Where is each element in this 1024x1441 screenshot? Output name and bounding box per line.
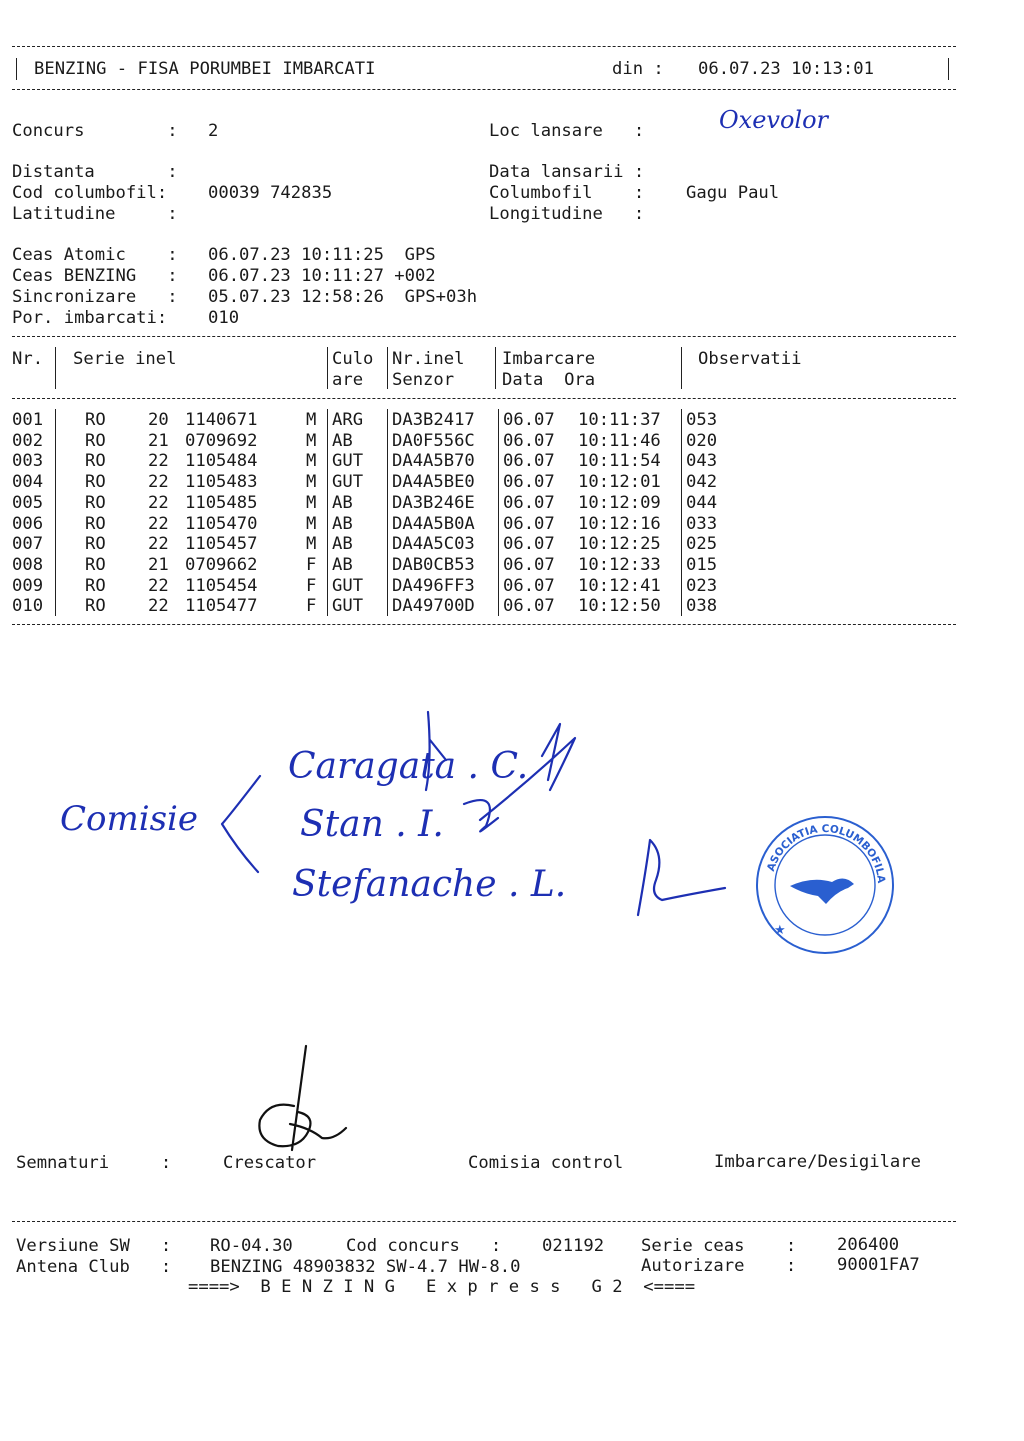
serie-ceas-value: 206400	[837, 1235, 900, 1255]
cell-observatii: 042	[686, 472, 718, 493]
cell-sex: M	[306, 451, 317, 472]
cell-data: 06.07	[503, 430, 555, 451]
concurs-value: 2	[208, 121, 219, 141]
cell-inel: 1105454	[185, 575, 258, 596]
svg-text:ASOCIATIA COLUMBOFILA: ASOCIATIA COLUMBOFILA	[764, 822, 888, 884]
cell-culoare: AB	[332, 430, 353, 451]
cell-nr: 010	[12, 596, 44, 617]
cell-data: 06.07	[503, 534, 555, 555]
member-name-3: Stefanache . L.	[292, 864, 567, 905]
data-lansarii-label: Data lansarii :	[489, 162, 645, 182]
cell-inel: 0709662	[185, 554, 258, 575]
cell-senzor: DA0F556C	[392, 430, 475, 451]
cell-inel: 1140671	[185, 410, 258, 430]
signature-scribble-2	[638, 840, 725, 915]
latitudine-label: Latitudine :	[12, 204, 178, 224]
col-header-observatii: Observatii	[698, 349, 802, 369]
cell-senzor: DA3B246E	[392, 492, 475, 513]
cell-nr: 002	[12, 430, 44, 451]
cell-an: 22	[148, 451, 169, 472]
cell-inel: 1105457	[185, 534, 258, 555]
cell-tara: RO	[85, 596, 106, 617]
cell-observatii: 033	[686, 513, 718, 534]
cell-nr: 005	[12, 492, 44, 513]
cell-an: 22	[148, 596, 169, 617]
cell-senzor: DA49700D	[392, 596, 475, 617]
member-name-1: Caragata . C.	[288, 746, 529, 787]
col-header-imbarcare: Imbarcare	[502, 349, 596, 369]
cell-tara: RO	[85, 430, 106, 451]
col-header-culoare: Culo	[332, 349, 374, 369]
cell-data: 06.07	[503, 492, 555, 513]
col-header-culoare-2: are	[332, 370, 364, 390]
semnaturi-label: Semnaturi :	[16, 1153, 172, 1173]
col-header-serie: Serie inel	[73, 349, 177, 369]
cod-columbofil-value: 00039 742835	[208, 183, 333, 203]
header-bottom-rule	[12, 89, 956, 90]
cell-an: 22	[148, 575, 169, 596]
body-sep-5	[681, 409, 682, 616]
cell-inel: 1105470	[185, 513, 258, 534]
cell-ora: 10:12:50	[578, 596, 661, 617]
header-sep-2	[327, 347, 328, 389]
cell-sex: F	[306, 596, 317, 617]
cell-an: 22	[148, 492, 169, 513]
autorizare-value: 90001FA7	[837, 1255, 920, 1275]
cod-concurs-label: Cod concurs :	[346, 1236, 502, 1256]
cell-data: 06.07	[503, 575, 555, 596]
cell-sex: M	[306, 430, 317, 451]
loc-lansare-label: Loc lansare :	[489, 121, 645, 141]
por-imbarcati-value: 010	[208, 308, 240, 328]
cell-culoare: GUT	[332, 451, 364, 472]
pigeon-icon	[790, 878, 854, 904]
cell-ora: 10:12:41	[578, 575, 661, 596]
cell-observatii: 023	[686, 575, 718, 596]
table-bottom-rule	[12, 624, 956, 625]
antena-club-label: Antena Club :	[16, 1257, 172, 1277]
cell-culoare: AB	[332, 492, 353, 513]
benzing-express-banner: ====> B E N Z I N G E x p r e s s G 2 <====	[188, 1277, 696, 1297]
cell-sex: M	[306, 492, 317, 513]
ceas-benzing-value: 06.07.23 10:11:27 +002	[208, 266, 436, 286]
crescator-signature	[250, 1040, 360, 1160]
header-top-rule	[12, 46, 956, 47]
ceas-atomic-label: Ceas Atomic :	[12, 245, 178, 265]
cell-nr: 008	[12, 554, 44, 575]
col-header-nrinel: Nr.inel	[392, 349, 465, 369]
cell-nr: 003	[12, 451, 44, 472]
cell-senzor: DA3B2417	[392, 410, 475, 430]
longitudine-label: Longitudine :	[489, 204, 645, 224]
cell-observatii: 025	[686, 534, 718, 555]
bracket-mark	[222, 776, 260, 872]
cell-data: 06.07	[503, 554, 555, 575]
cell-nr: 001	[12, 410, 44, 430]
header-left-bar	[16, 58, 17, 80]
por-imbarcati-label: Por. imbarcati:	[12, 308, 168, 328]
cell-culoare: AB	[332, 534, 353, 555]
stamp-star-icon: ★	[774, 923, 786, 938]
cell-nr: 006	[12, 513, 44, 534]
cell-observatii: 043	[686, 451, 718, 472]
body-sep-2	[327, 409, 328, 616]
columbofil-value: Gagu Paul	[686, 183, 780, 203]
table-header-rule	[12, 398, 956, 399]
cell-observatii: 053	[686, 410, 718, 430]
header-sep-5	[681, 347, 682, 389]
cell-data: 06.07	[503, 513, 555, 534]
cell-senzor: DA496FF3	[392, 575, 475, 596]
cell-observatii: 038	[686, 596, 718, 617]
col-header-nr: Nr.	[12, 349, 44, 369]
cell-an: 22	[148, 513, 169, 534]
col-header-data-ora: Data Ora	[502, 370, 596, 390]
serie-ceas-label: Serie ceas :	[641, 1236, 797, 1256]
cell-culoare: AB	[332, 554, 353, 575]
header-sep-3	[387, 347, 388, 389]
cell-culoare: GUT	[332, 596, 364, 617]
cell-an: 20	[148, 410, 169, 430]
body-sep-1	[55, 409, 56, 616]
cell-culoare: GUT	[332, 472, 364, 493]
cell-ora: 10:12:25	[578, 534, 661, 555]
cell-observatii: 020	[686, 430, 718, 451]
antena-club-value: BENZING 48903832 SW-4.7 HW-8.0	[210, 1257, 521, 1277]
cell-data: 06.07	[503, 472, 555, 493]
cell-tara: RO	[85, 534, 106, 555]
cell-ora: 10:12:33	[578, 554, 661, 575]
autorizare-label: Autorizare :	[641, 1256, 797, 1276]
cell-sex: M	[306, 410, 317, 430]
comisie-handwritten: Comisie	[60, 799, 199, 839]
columbofil-label: Columbofil :	[489, 183, 645, 203]
cell-ora: 10:11:37	[578, 410, 661, 430]
cell-sex: M	[306, 513, 317, 534]
ceas-benzing-label: Ceas BENZING :	[12, 266, 178, 286]
print-date-label: din :	[612, 59, 664, 79]
cell-sex: F	[306, 575, 317, 596]
cell-an: 22	[148, 472, 169, 493]
cell-ora: 10:12:16	[578, 513, 661, 534]
cell-data: 06.07	[503, 596, 555, 617]
col-header-senzor: Senzor	[392, 370, 455, 390]
cell-data: 06.07	[503, 410, 555, 430]
header-sep-1	[55, 347, 56, 389]
crescator-label: Crescator	[223, 1153, 317, 1173]
cell-tara: RO	[85, 451, 106, 472]
footer-top-rule	[12, 1221, 956, 1222]
cell-culoare: AB	[332, 513, 353, 534]
body-sep-4	[498, 409, 499, 616]
cell-tara: RO	[85, 575, 106, 596]
cell-an: 21	[148, 554, 169, 575]
cell-senzor: DA4A5BE0	[392, 472, 475, 493]
cell-tara: RO	[85, 410, 106, 430]
cell-ora: 10:12:01	[578, 472, 661, 493]
document-title: BENZING - FISA PORUMBEI IMBARCATI	[34, 59, 376, 79]
versiune-label: Versiune SW :	[16, 1236, 172, 1256]
cell-nr: 004	[12, 472, 44, 493]
cell-an: 21	[148, 430, 169, 451]
cell-ora: 10:11:54	[578, 451, 661, 472]
cell-senzor: DAB0CB53	[392, 554, 475, 575]
cod-columbofil-label: Cod columbofil:	[12, 183, 168, 203]
ceas-atomic-value: 06.07.23 10:11:25 GPS	[208, 245, 436, 265]
cell-sex: F	[306, 554, 317, 575]
cell-tara: RO	[85, 554, 106, 575]
distanta-label: Distanta :	[12, 162, 178, 182]
cod-concurs-value: 021192	[542, 1236, 605, 1256]
cell-inel: 0709692	[185, 430, 258, 451]
cell-culoare: GUT	[332, 575, 364, 596]
cell-tara: RO	[85, 492, 106, 513]
cell-nr: 007	[12, 534, 44, 555]
cell-ora: 10:12:09	[578, 492, 661, 513]
cell-nr: 009	[12, 575, 44, 596]
imbarcare-desigilare-label: Imbarcare/Desigilare	[714, 1152, 921, 1172]
versiune-value: RO-04.30	[210, 1236, 293, 1256]
table-top-rule	[12, 336, 956, 337]
cell-senzor: DA4A5B0A	[392, 513, 475, 534]
svg-text:Oxevolor: Oxevolor	[719, 106, 829, 134]
sincronizare-value: 05.07.23 12:58:26 GPS+03h	[208, 287, 478, 307]
cell-sex: M	[306, 534, 317, 555]
member-name-2: Stan . I.	[300, 804, 444, 845]
body-sep-3	[387, 409, 388, 616]
club-stamp	[752, 812, 898, 958]
concurs-label: Concurs :	[12, 121, 178, 141]
cell-tara: RO	[85, 513, 106, 534]
cell-an: 22	[148, 534, 169, 555]
cell-inel: 1105477	[185, 596, 258, 617]
cell-data: 06.07	[503, 451, 555, 472]
cell-inel: 1105484	[185, 451, 258, 472]
cell-observatii: 015	[686, 554, 718, 575]
cell-senzor: DA4A5B70	[392, 451, 475, 472]
cell-sex: M	[306, 472, 317, 493]
cell-ora: 10:11:46	[578, 430, 661, 451]
cell-tara: RO	[85, 472, 106, 493]
cell-observatii: 044	[686, 492, 718, 513]
header-sep-4	[495, 347, 496, 389]
comisia-control-label: Comisia control	[468, 1153, 624, 1173]
print-date-value: 06.07.23 10:13:01	[698, 59, 874, 79]
sincronizare-label: Sincronizare :	[12, 287, 178, 307]
loc-lansare-handwritten	[715, 100, 885, 140]
header-right-bar	[948, 58, 949, 80]
commission-handwriting	[60, 700, 760, 940]
cell-inel: 1105483	[185, 472, 258, 493]
cell-senzor: DA4A5C03	[392, 534, 475, 555]
cell-culoare: ARG	[332, 410, 364, 430]
cell-inel: 1105485	[185, 492, 258, 513]
